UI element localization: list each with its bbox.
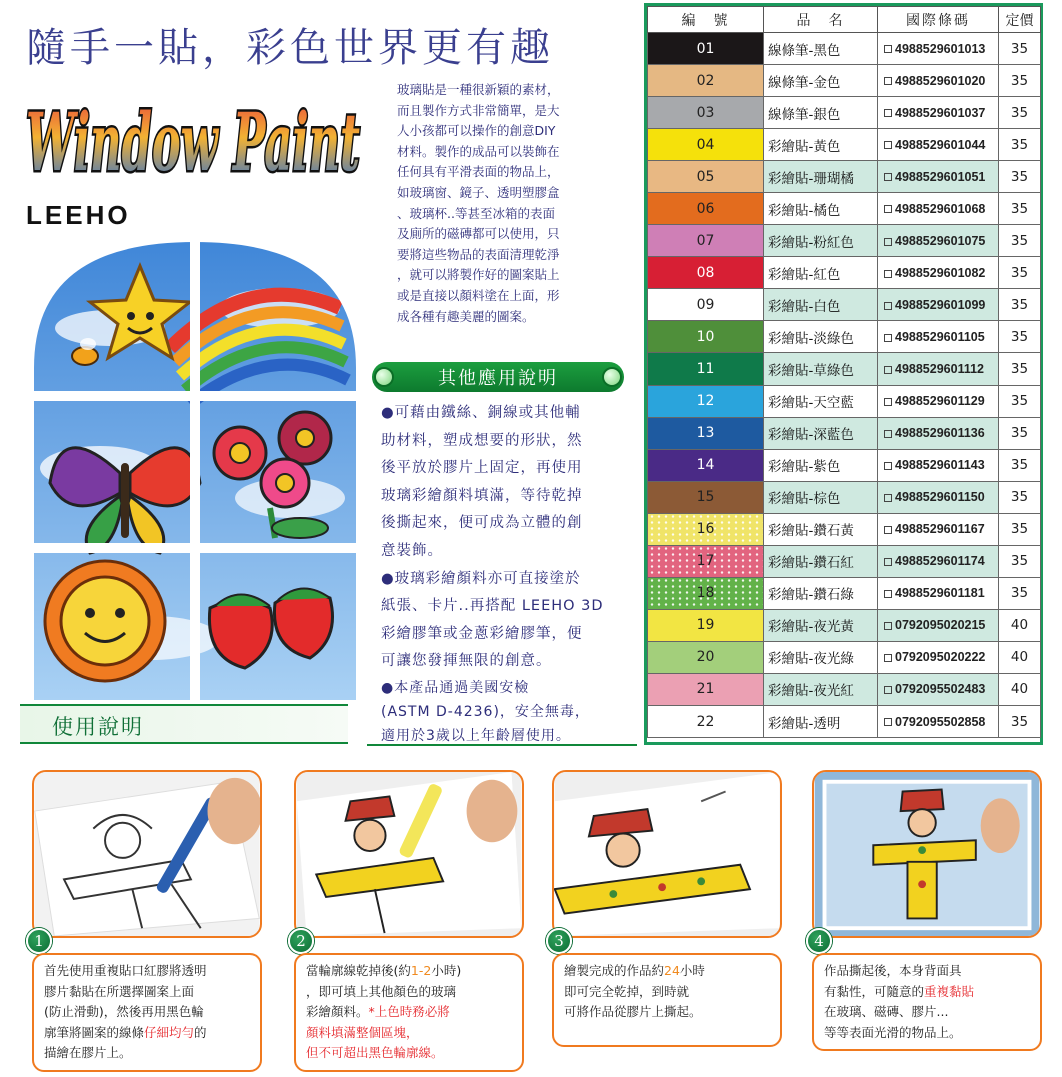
other-uses-line: 玻璃彩繪顏料填滿，等待乾掉 <box>381 487 583 504</box>
caption-line <box>824 961 1030 982</box>
caption-line <box>824 1002 1030 1023</box>
checkbox-icon <box>884 590 892 598</box>
product-name: 彩繪貼-白色 <box>764 289 878 321</box>
caption-segment: (防止滑動)，然後再用黑色輪 <box>44 1004 204 1019</box>
product-name: 彩繪貼-淡綠色 <box>764 321 878 353</box>
table-row <box>648 97 1041 129</box>
intro-line: 而且製作方式非常簡單，是大 <box>397 102 560 118</box>
checkbox-icon <box>884 558 892 566</box>
other-uses-line: ●玻璃彩繪顏料亦可直接塗於 <box>381 570 581 587</box>
price: 35 <box>999 513 1041 545</box>
price: 40 <box>999 673 1041 705</box>
price: 35 <box>999 97 1041 129</box>
barcode <box>878 65 999 97</box>
caption-segment: 描繪在膠片上。 <box>44 1045 132 1060</box>
barcode <box>878 577 999 609</box>
price: 35 <box>999 257 1041 289</box>
caption-line <box>306 982 512 1003</box>
intro-line: ，就可以將製作好的圖案貼上 <box>397 267 560 283</box>
caption-line <box>564 961 770 982</box>
checkbox-icon <box>884 77 892 85</box>
barcode <box>878 161 999 193</box>
barcode-value: 4988529601082 <box>895 265 986 280</box>
price: 35 <box>999 417 1041 449</box>
product-name: 彩繪貼-珊瑚橘 <box>764 161 878 193</box>
step-1-illustration <box>32 770 262 938</box>
color-swatch-number: 08 <box>648 257 764 289</box>
barcode <box>878 257 999 289</box>
table-row <box>648 65 1041 97</box>
product-name: 彩繪貼-透明 <box>764 705 878 737</box>
caption-segment: 膠片黏貼在所選擇圖案上面 <box>44 983 195 999</box>
product-name: 線條筆-銀色 <box>764 97 878 129</box>
color-swatch-number: 06 <box>648 193 764 225</box>
barcode-value: 4988529601129 <box>895 394 985 409</box>
price: 35 <box>999 705 1041 737</box>
caption-line <box>44 1002 250 1023</box>
barcode-value: 0792095020222 <box>895 650 986 665</box>
product-name: 彩繪貼-棕色 <box>764 481 878 513</box>
checkbox-icon <box>884 109 892 117</box>
other-uses-line: 可讓您發揮無限的創意。 <box>381 653 552 670</box>
table-row <box>648 225 1041 257</box>
usage-title: 使用說明 <box>52 715 144 739</box>
caption-line <box>44 1023 250 1044</box>
caption-segment: 有黏性，可隨意的 <box>824 983 925 999</box>
intro-line: 或是直接以顏料塗在上面，形 <box>397 287 560 303</box>
table-row <box>648 673 1041 705</box>
product-name: 彩繪貼-夜光黃 <box>764 609 878 641</box>
product-name: 彩繪貼-黃色 <box>764 129 878 161</box>
color-swatch-number: 01 <box>648 33 764 65</box>
intro-line: 玻璃貼是一種很新穎的素材， <box>397 82 560 97</box>
other-uses-line: 後撕起來，便可成為立體的創 <box>381 515 583 532</box>
barcode-value: 4988529601051 <box>895 169 986 184</box>
other-uses-title: 其他應用說明 <box>438 368 558 389</box>
caption-line <box>306 1023 512 1044</box>
color-swatch-number: 14 <box>648 449 764 481</box>
product-name: 彩繪貼-粉紅色 <box>764 225 878 257</box>
table-row <box>648 577 1041 609</box>
barcode <box>878 545 999 577</box>
other-uses-line: 彩繪膠筆或金蔥彩繪膠筆，便 <box>381 625 583 642</box>
caption-segment: 重複黏貼 <box>924 983 975 999</box>
header-number: 編 號 <box>648 7 764 33</box>
checkbox-icon <box>884 462 892 470</box>
table-row <box>648 449 1041 481</box>
window-illustration <box>30 238 360 700</box>
barcode-value: 4988529601167 <box>895 522 985 537</box>
product-name: 彩繪貼-深藍色 <box>764 417 878 449</box>
barcode <box>878 97 999 129</box>
color-swatch-number: 15 <box>648 481 764 513</box>
barcode-value: 4988529601020 <box>895 73 986 88</box>
step-4-caption <box>812 953 1042 1051</box>
table-row <box>648 545 1041 577</box>
caption-segment: 在玻璃、磁磚、膠片... <box>824 1004 949 1019</box>
caption-line <box>564 1002 770 1023</box>
table-row <box>648 193 1041 225</box>
checkbox-icon <box>884 238 892 246</box>
bullet-dot-right <box>602 367 622 387</box>
checkbox-icon <box>884 366 892 374</box>
barcode-value: 4988529601037 <box>895 105 986 120</box>
caption-segment: ，即可填上其他顏色的玻璃 <box>306 983 457 999</box>
price: 35 <box>999 577 1041 609</box>
barcode <box>878 193 999 225</box>
table-row <box>648 257 1041 289</box>
step-4-illustration <box>812 770 1042 938</box>
checkbox-icon <box>884 270 892 278</box>
color-swatch-number: 20 <box>648 641 764 673</box>
barcode <box>878 129 999 161</box>
caption-segment: 可將作品從膠片上撕起。 <box>564 1004 702 1019</box>
barcode-value: 0792095502483 <box>895 682 986 697</box>
price: 35 <box>999 321 1041 353</box>
checkbox-icon <box>884 430 892 438</box>
step-number: 2 <box>288 928 314 954</box>
price: 35 <box>999 385 1041 417</box>
price: 40 <box>999 609 1041 641</box>
brand-name: LEEHO <box>26 200 131 230</box>
color-swatch-number: 07 <box>648 225 764 257</box>
caption-segment: 彩繪顏料。 <box>306 1004 369 1019</box>
color-swatch-number: 18 <box>648 577 764 609</box>
table-row <box>648 481 1041 513</box>
product-name: 彩繪貼-鑽石紅 <box>764 545 878 577</box>
checkbox-icon <box>884 654 892 662</box>
price: 35 <box>999 225 1041 257</box>
other-uses-line: 意裝飾。 <box>381 542 443 559</box>
caption-segment: 的 <box>194 1024 207 1040</box>
barcode-value: 4988529601099 <box>895 297 986 312</box>
barcode <box>878 33 999 65</box>
product-name: 彩繪貼-鑽石綠 <box>764 577 878 609</box>
barcode <box>878 481 999 513</box>
other-uses-line: 助材料，塑成想要的形狀，然 <box>381 432 583 449</box>
table-row <box>648 161 1041 193</box>
price: 35 <box>999 545 1041 577</box>
price: 35 <box>999 65 1041 97</box>
step-number: 4 <box>806 928 832 954</box>
checkbox-icon <box>884 526 892 534</box>
table-row <box>648 321 1041 353</box>
caption-segment: 首先使用重複貼口紅膠將透明 <box>44 963 207 978</box>
product-name: 彩繪貼-紫色 <box>764 449 878 481</box>
caption-line <box>306 961 512 982</box>
intro-line: 任何具有平滑表面的物品上， <box>397 164 560 180</box>
caption-segment: 小時) <box>431 963 462 978</box>
price: 35 <box>999 353 1041 385</box>
table-row <box>648 513 1041 545</box>
caption-line <box>44 961 250 982</box>
caption-line <box>824 1023 1030 1044</box>
step-1-caption <box>32 953 262 1072</box>
other-uses-header <box>372 362 624 392</box>
barcode <box>878 417 999 449</box>
other-uses-line: ●可藉由鐵絲、銅線或其他輔 <box>381 405 581 421</box>
price: 35 <box>999 33 1041 65</box>
checkbox-icon <box>884 302 892 310</box>
caption-segment: 作品撕起後，本身背面具 <box>824 963 962 978</box>
step-number: 1 <box>26 928 52 954</box>
price: 35 <box>999 161 1041 193</box>
barcode-value: 4988529601105 <box>895 329 985 344</box>
product-name: 彩繪貼-天空藍 <box>764 385 878 417</box>
color-swatch-number: 11 <box>648 353 764 385</box>
table-row <box>648 33 1041 65</box>
table-header-row <box>648 7 1041 33</box>
barcode <box>878 641 999 673</box>
intro-line: 要將這些物品的表面清理乾淨 <box>397 246 560 262</box>
step-3-illustration <box>552 770 782 938</box>
bullet-dot-left <box>374 367 394 387</box>
caption-segment: *上色時務必將 <box>368 1004 450 1019</box>
table-row <box>648 385 1041 417</box>
intro-line: 如玻璃窗、鏡子、透明塑膠盒 <box>397 184 560 200</box>
intro-line: 、玻璃杯..等甚至冰箱的表面 <box>397 205 555 221</box>
color-swatch-number: 10 <box>648 321 764 353</box>
barcode-value: 4988529601068 <box>895 201 986 216</box>
barcode <box>878 225 999 257</box>
barcode <box>878 353 999 385</box>
safety-note-line: (ASTM D-4236)，安全無毒， <box>381 703 590 720</box>
price: 35 <box>999 449 1041 481</box>
intro-line: 人小孩都可以操作的創意DIY <box>397 123 556 139</box>
barcode-value: 4988529601143 <box>895 458 985 473</box>
checkbox-icon <box>884 334 892 342</box>
caption-segment: 繪製完成的作品約 <box>564 963 665 978</box>
step-2-illustration <box>294 770 524 938</box>
color-swatch-number: 13 <box>648 417 764 449</box>
color-swatch-number: 09 <box>648 289 764 321</box>
barcode-value: 4988529601150 <box>895 490 985 505</box>
safety-note-line: ●本產品通過美國安檢 <box>381 679 530 696</box>
price: 40 <box>999 641 1041 673</box>
color-swatch-number: 19 <box>648 609 764 641</box>
product-name: 彩繪貼-夜光紅 <box>764 673 878 705</box>
header-name: 品 名 <box>764 7 878 33</box>
caption-segment: 24 <box>664 963 680 978</box>
barcode <box>878 321 999 353</box>
caption-segment: 當輪廓線乾掉後(約 <box>306 963 411 978</box>
price: 35 <box>999 481 1041 513</box>
color-swatch-number: 17 <box>648 545 764 577</box>
headline: 隨手一貼，彩色世界更有趣 <box>26 25 554 71</box>
header-barcode: 國際條碼 <box>878 7 999 33</box>
checkbox-icon <box>884 718 892 726</box>
barcode-value: 0792095020215 <box>895 618 986 633</box>
caption-line <box>44 1043 250 1064</box>
color-swatch-number: 05 <box>648 161 764 193</box>
caption-segment: 等等表面光滑的物品上。 <box>824 1024 962 1040</box>
table-row <box>648 129 1041 161</box>
checkbox-icon <box>884 205 892 213</box>
price: 35 <box>999 193 1041 225</box>
other-uses-text <box>381 400 631 748</box>
checkbox-icon <box>884 686 892 694</box>
product-name: 彩繪貼-草綠色 <box>764 353 878 385</box>
checkbox-icon <box>884 494 892 502</box>
checkbox-icon <box>884 398 892 406</box>
color-swatch-number: 03 <box>648 97 764 129</box>
barcode-value: 4988529601181 <box>895 586 985 601</box>
barcode-value: 4988529601044 <box>895 137 986 152</box>
header-price: 定價 <box>999 7 1041 33</box>
intro-line: 材料。製作的成品可以裝飾在 <box>397 143 560 159</box>
caption-segment: 仔細均勻 <box>144 1024 195 1040</box>
barcode <box>878 673 999 705</box>
caption-segment: 即可完全乾掉，到時就 <box>564 983 690 999</box>
table-row <box>648 705 1041 737</box>
product-name: 彩繪貼-夜光綠 <box>764 641 878 673</box>
intro-text <box>397 80 627 327</box>
color-swatch-number: 12 <box>648 385 764 417</box>
barcode-value: 4988529601136 <box>895 426 985 441</box>
barcode <box>878 705 999 737</box>
color-swatch-number: 22 <box>648 705 764 737</box>
barcode-value: 4988529601013 <box>895 41 986 56</box>
svg-text:Window Paint: Window Paint <box>26 95 361 189</box>
barcode <box>878 385 999 417</box>
caption-line <box>306 1002 512 1023</box>
step-number: 3 <box>546 928 572 954</box>
caption-segment: 廓筆將圖案的線條 <box>44 1024 145 1040</box>
product-name: 彩繪貼-鑽石黃 <box>764 513 878 545</box>
table-row <box>648 417 1041 449</box>
product-name: 線條筆-黑色 <box>764 33 878 65</box>
barcode <box>878 449 999 481</box>
checkbox-icon <box>884 45 892 53</box>
table-row <box>648 641 1041 673</box>
product-table <box>644 3 1043 745</box>
caption-line <box>564 982 770 1003</box>
intro-line: 成各種有趣美麗的圖案。 <box>397 308 535 324</box>
checkbox-icon <box>884 622 892 630</box>
color-swatch-number: 16 <box>648 513 764 545</box>
checkbox-icon <box>884 173 892 181</box>
step-3-caption <box>552 953 782 1047</box>
safety-note-line: 適用於3歲以上年齡層使用。 <box>381 727 571 744</box>
step-2-caption <box>294 953 524 1072</box>
caption-line <box>824 982 1030 1003</box>
barcode <box>878 609 999 641</box>
table-row <box>648 289 1041 321</box>
caption-line <box>44 982 250 1003</box>
barcode-value: 4988529601112 <box>895 361 984 376</box>
intro-line: 及廁所的磁磚都可以使用，只 <box>397 226 560 242</box>
barcode <box>878 289 999 321</box>
checkbox-icon <box>884 141 892 149</box>
caption-line <box>306 1043 512 1064</box>
divider <box>367 744 637 746</box>
other-uses-line: 紙張、卡片..再搭配 LEEHO 3D <box>381 598 604 615</box>
product-name: 線條筆-金色 <box>764 65 878 97</box>
caption-segment: 1-2 <box>410 963 432 978</box>
window-paint-logo <box>18 78 368 198</box>
barcode-value: 4988529601075 <box>895 233 986 248</box>
caption-segment: 顏料填滿整個區塊， <box>306 1024 419 1040</box>
color-swatch-number: 04 <box>648 129 764 161</box>
color-swatch-number: 21 <box>648 673 764 705</box>
barcode <box>878 513 999 545</box>
caption-segment: 小時 <box>679 963 705 978</box>
barcode-value: 4988529601174 <box>895 554 985 569</box>
color-swatch-number: 02 <box>648 65 764 97</box>
price: 35 <box>999 289 1041 321</box>
other-uses-line: 後平放於膠片上固定，再使用 <box>381 460 583 477</box>
caption-segment: 但不可超出黑色輪廓線。 <box>306 1045 444 1060</box>
table-row <box>648 353 1041 385</box>
product-name: 彩繪貼-橘色 <box>764 193 878 225</box>
barcode-value: 0792095502858 <box>895 714 986 729</box>
product-name: 彩繪貼-紅色 <box>764 257 878 289</box>
price: 35 <box>999 129 1041 161</box>
table-row <box>648 609 1041 641</box>
